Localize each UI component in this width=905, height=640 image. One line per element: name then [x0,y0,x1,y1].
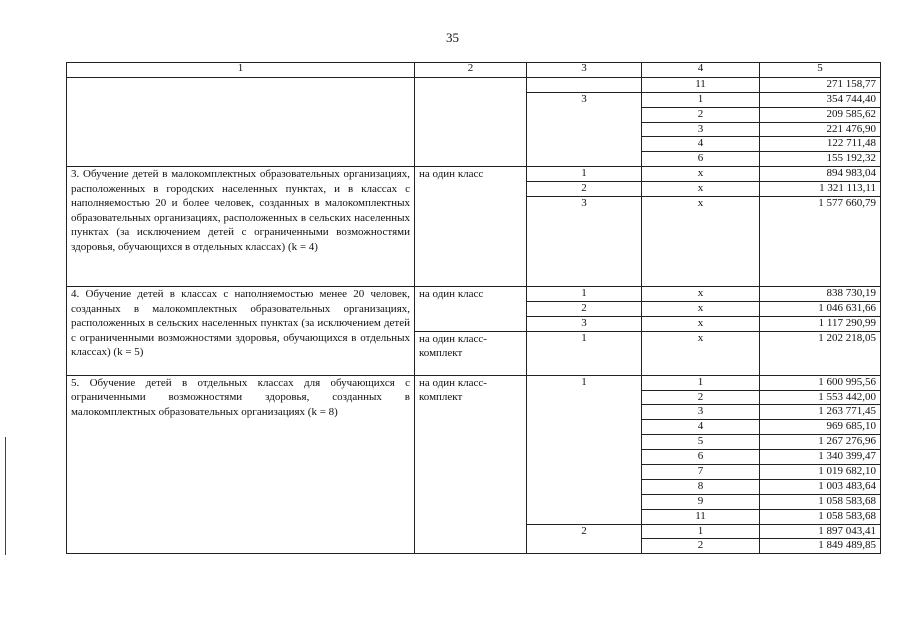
amount-cell: 221 476,90 [760,122,881,137]
amount-cell: 1 897 043,41 [760,524,881,539]
grade-cell: 11 [642,509,760,524]
amount-cell: 1 340 399,47 [760,450,881,465]
grade-cell: 6 [642,152,760,167]
grade-cell: x [642,316,760,331]
amount-cell: 838 730,19 [760,287,881,302]
group-cell: 2 [527,182,642,197]
amount-cell: 122 711,48 [760,137,881,152]
grade-cell: x [642,287,760,302]
grade-cell: 2 [642,539,760,554]
amount-cell: 1 267 276,96 [760,435,881,450]
table-row [67,287,881,302]
grade-cell: 1 [642,524,760,539]
amount-cell: 1 019 682,10 [760,465,881,480]
table-row [67,375,881,390]
grade-cell: 9 [642,494,760,509]
grade-cell: 8 [642,479,760,494]
grade-cell: 7 [642,465,760,480]
header-cell: 4 [642,63,760,78]
amount-cell: 1 849 489,85 [760,539,881,554]
unit-cell [415,77,527,166]
group-cell: 1 [527,167,642,182]
unit-cell: на один класс [415,287,527,332]
grade-cell: 3 [642,405,760,420]
group-cell: 1 [527,287,642,302]
amount-cell: 894 983,04 [760,167,881,182]
header-row [67,63,881,78]
amount-cell: 1 058 583,68 [760,509,881,524]
group-cell: 1 [527,331,642,375]
group-cell [527,77,642,92]
unit-cell: на один класс-комплект [415,331,527,375]
amount-cell: 969 685,10 [760,420,881,435]
grade-cell: 1 [642,92,760,107]
category-cell: 5. Обучение детей в отдельных классах для обучающихся с ограниченными возможностями здоровья, созданных в малокомплектных образовательных организациях (k = 8) [67,375,415,554]
margin-line [5,437,6,555]
group-cell: 2 [527,524,642,554]
grade-cell: x [642,301,760,316]
grade-cell: 2 [642,107,760,122]
grade-cell: 4 [642,137,760,152]
category-cell: 4. Обучение детей в классах с наполняемостью менее 20 человек, созданных в малокомплектных образовательных организациях, расположенных в сельских населенных пунктах (за исключением детей с ограниченными возможностями здоровья, обучающихся в отдельных классах) (k = 5) [67,287,415,376]
amount-cell: 1 058 583,68 [760,494,881,509]
grade-cell: 5 [642,435,760,450]
group-cell: 3 [527,197,642,287]
category-cell [67,77,415,166]
amount-cell: 1 046 631,66 [760,301,881,316]
amount-cell: 1 553 442,00 [760,390,881,405]
category-cell: 3. Обучение детей в малокомплектных образовательных организациях, расположенных в городских населенных пунктах, и в классах с наполняемостью 20 и более человек, созданных в малокомплектных образовательных организациях, расположенных в сельских населенных пунктах (за исключением детей с ограниченными возможностями здоровья, обучающихся в отдельных классах) (k = 4) [67,167,415,287]
grade-cell: 6 [642,450,760,465]
header-cell: 2 [415,63,527,78]
amount-cell: 1 202 218,05 [760,331,881,375]
grade-cell: 11 [642,77,760,92]
amount-cell: 155 192,32 [760,152,881,167]
amount-cell: 1 321 113,11 [760,182,881,197]
amount-cell: 1 263 771,45 [760,405,881,420]
unit-cell: на один класс [415,167,527,287]
amount-cell: 1 117 290,99 [760,316,881,331]
amount-cell: 209 585,62 [760,107,881,122]
group-cell: 3 [527,316,642,331]
amount-cell: 1 600 995,56 [760,375,881,390]
table-row [67,167,881,182]
group-cell: 1 [527,375,642,524]
group-cell: 3 [527,92,642,166]
grade-cell: 1 [642,375,760,390]
grade-cell: 2 [642,390,760,405]
grade-cell: x [642,331,760,375]
amount-cell: 271 158,77 [760,77,881,92]
unit-cell: на один класс-комплект [415,375,527,554]
grade-cell: x [642,182,760,197]
grade-cell: x [642,167,760,182]
amount-cell: 1 577 660,79 [760,197,881,287]
header-cell: 3 [527,63,642,78]
table-row [67,77,881,92]
tariff-table [66,62,881,554]
grade-cell: x [642,197,760,287]
grade-cell: 4 [642,420,760,435]
header-cell: 1 [67,63,415,78]
page-number: 35 [446,30,459,45]
group-cell: 2 [527,301,642,316]
amount-cell: 354 744,40 [760,92,881,107]
grade-cell: 3 [642,122,760,137]
header-cell: 5 [760,63,881,78]
amount-cell: 1 003 483,64 [760,479,881,494]
